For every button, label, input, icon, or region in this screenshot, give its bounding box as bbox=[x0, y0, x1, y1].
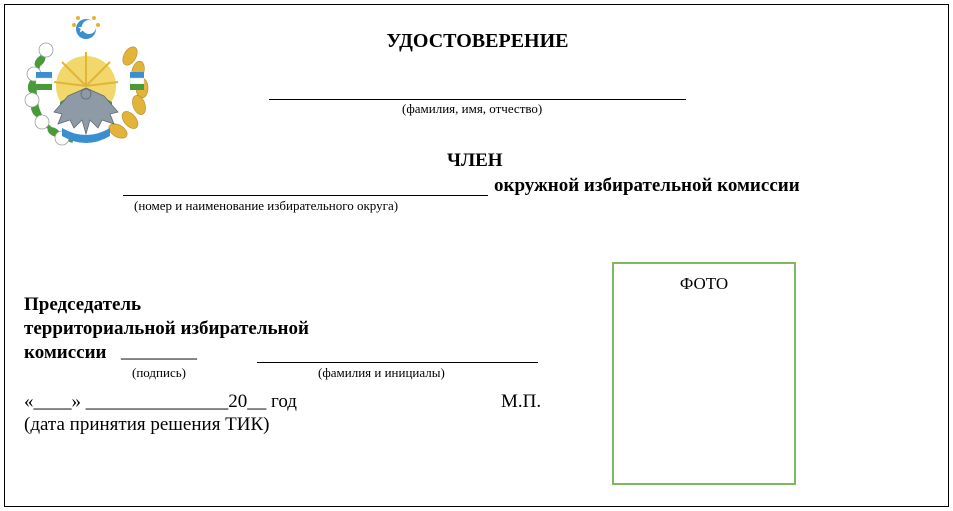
chairman-line-1: Председатель bbox=[24, 294, 142, 315]
district-line bbox=[123, 195, 488, 196]
date-line: «____» _______________20__ год bbox=[24, 391, 297, 412]
chairman-line-3: комиссии bbox=[24, 342, 107, 363]
photo-label: ФОТО bbox=[679, 274, 729, 293]
member-label: ЧЛЕН bbox=[447, 150, 503, 171]
signature-blank: ________ bbox=[121, 341, 197, 362]
date-caption: (дата принятия решения ТИК) bbox=[24, 414, 270, 435]
seal-label: М.П. bbox=[501, 391, 542, 412]
initials-caption: (фамилия и инициалы) bbox=[318, 365, 445, 380]
signature-caption: (подпись) bbox=[132, 365, 186, 380]
name-caption: (фамилия, имя, отчество) bbox=[402, 101, 543, 116]
chairman-line-2: территориальной избирательной bbox=[24, 318, 309, 339]
district-caption: (номер и наименование избирательного округа) bbox=[134, 198, 399, 213]
document-title: УДОСТОВЕРЕНИЕ bbox=[386, 30, 569, 52]
commission-text: окружной избирательной комиссии bbox=[494, 175, 800, 196]
name-line bbox=[269, 99, 686, 100]
photo-box bbox=[612, 262, 796, 485]
initials-line bbox=[257, 362, 538, 363]
